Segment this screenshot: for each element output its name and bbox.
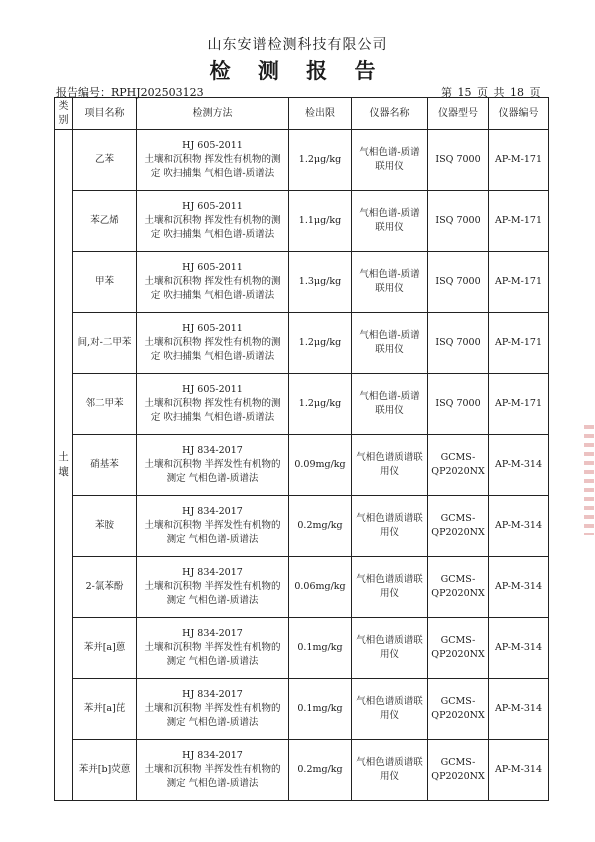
method-cell: [137, 618, 289, 679]
method-cell: [137, 313, 289, 374]
instrument-model-cell: GCMS-QP2020NX: [428, 435, 489, 496]
detection-limit-cell: 0.2mg/kg: [289, 496, 352, 557]
method-text: 土壤和沉积物 挥发性有机物的测定 吹扫捕集 气相色谱-质谱法: [144, 398, 281, 423]
item-name-cell: 甲苯: [73, 252, 137, 313]
instrument-number-cell: AP-M-314: [489, 557, 549, 618]
method-cell: [137, 435, 289, 496]
instrument-name-cell: 气相色谱质谱联用仪: [352, 496, 428, 557]
instrument-name-cell: 气相色谱-质谱联用仪: [352, 191, 428, 252]
page-info: 第 15 页 共 18 页: [441, 86, 541, 99]
method-cell: [137, 130, 289, 191]
table-row: [55, 191, 549, 252]
method-cell: [137, 252, 289, 313]
detection-limit-cell: 1.3μg/kg: [289, 252, 352, 313]
item-name-cell: 硝基苯: [73, 435, 137, 496]
instrument-number-cell: AP-M-171: [489, 191, 549, 252]
document-title: 检 测 报 告: [209, 58, 386, 83]
instrument-model-cell: GCMS-QP2020NX: [428, 496, 489, 557]
table-row: [55, 679, 549, 740]
instrument-name-cell: 气相色谱质谱联用仪: [352, 740, 428, 801]
detection-limit-cell: 0.06mg/kg: [289, 557, 352, 618]
method-code: HJ 605-2011: [182, 262, 243, 273]
col-header-method: 检测方法: [137, 98, 289, 130]
instrument-model-cell: GCMS-QP2020NX: [428, 557, 489, 618]
method-code: HJ 605-2011: [182, 384, 243, 395]
col-header-model: 仪器型号: [428, 98, 489, 130]
method-text: 土壤和沉积物 半挥发性有机物的测定 气相色谱-质谱法: [144, 581, 281, 606]
instrument-number-cell: AP-M-314: [489, 740, 549, 801]
method-cell: [137, 496, 289, 557]
method-text: 土壤和沉积物 半挥发性有机物的测定 气相色谱-质谱法: [144, 764, 281, 789]
instrument-number-cell: AP-M-171: [489, 374, 549, 435]
detection-limit-cell: 0.09mg/kg: [289, 435, 352, 496]
method-cell: [137, 557, 289, 618]
item-name-cell: 2-氯苯酚: [73, 557, 137, 618]
table-row: [55, 313, 549, 374]
method-cell: [137, 374, 289, 435]
col-header-number: 仪器编号: [489, 98, 549, 130]
instrument-number-cell: AP-M-171: [489, 313, 549, 374]
col-header-item: 项目名称: [73, 98, 137, 130]
detection-limit-cell: 1.2μg/kg: [289, 313, 352, 374]
instrument-name-cell: 气相色谱-质谱联用仪: [352, 130, 428, 191]
company-name: 山东安谱检测科技有限公司: [207, 37, 388, 53]
item-name-cell: 乙苯: [73, 130, 137, 191]
item-name-cell: 苯胺: [73, 496, 137, 557]
test-method-table: [54, 97, 549, 801]
method-code: HJ 834-2017: [182, 506, 243, 517]
report-number: 报告编号：RPHJ202503123: [56, 86, 204, 99]
method-text: 土壤和沉积物 半挥发性有机物的测定 气相色谱-质谱法: [144, 459, 281, 484]
method-text: 土壤和沉积物 挥发性有机物的测定 吹扫捕集 气相色谱-质谱法: [144, 276, 281, 301]
instrument-model-cell: ISQ 7000: [428, 374, 489, 435]
seam-stamp: [584, 425, 594, 535]
table-row: [55, 130, 549, 191]
method-text: 土壤和沉积物 挥发性有机物的测定 吹扫捕集 气相色谱-质谱法: [144, 215, 281, 240]
instrument-model-cell: GCMS-QP2020NX: [428, 740, 489, 801]
detection-limit-cell: 1.2μg/kg: [289, 374, 352, 435]
table-row: [55, 374, 549, 435]
method-text: 土壤和沉积物 挥发性有机物的测定 吹扫捕集 气相色谱-质谱法: [144, 154, 281, 179]
item-name-cell: 苯并[a]蒽: [73, 618, 137, 679]
method-text: 土壤和沉积物 半挥发性有机物的测定 气相色谱-质谱法: [144, 520, 281, 545]
instrument-model-cell: ISQ 7000: [428, 130, 489, 191]
table-row: [55, 740, 549, 801]
instrument-number-cell: AP-M-314: [489, 679, 549, 740]
method-code: HJ 605-2011: [182, 140, 243, 151]
detection-limit-cell: 0.1mg/kg: [289, 679, 352, 740]
instrument-name-cell: 气相色谱-质谱联用仪: [352, 313, 428, 374]
table-row: [55, 618, 549, 679]
instrument-name-cell: 气相色谱质谱联用仪: [352, 557, 428, 618]
col-header-limit: 检出限: [289, 98, 352, 130]
item-name-cell: 苯乙烯: [73, 191, 137, 252]
detection-limit-cell: 0.1mg/kg: [289, 618, 352, 679]
instrument-model-cell: GCMS-QP2020NX: [428, 618, 489, 679]
instrument-number-cell: AP-M-314: [489, 496, 549, 557]
item-name-cell: 苯并[a]芘: [73, 679, 137, 740]
instrument-number-cell: AP-M-314: [489, 435, 549, 496]
detection-limit-cell: 1.1μg/kg: [289, 191, 352, 252]
instrument-number-cell: AP-M-314: [489, 618, 549, 679]
instrument-name-cell: 气相色谱质谱联用仪: [352, 435, 428, 496]
item-name-cell: 苯并[b]荧蒽: [73, 740, 137, 801]
item-name-cell: 间,对-二甲苯: [73, 313, 137, 374]
instrument-number-cell: AP-M-171: [489, 130, 549, 191]
method-text: 土壤和沉积物 挥发性有机物的测定 吹扫捕集 气相色谱-质谱法: [144, 337, 281, 362]
instrument-model-cell: GCMS-QP2020NX: [428, 679, 489, 740]
detection-limit-cell: 1.2μg/kg: [289, 130, 352, 191]
instrument-model-cell: ISQ 7000: [428, 252, 489, 313]
table-row: [55, 496, 549, 557]
instrument-name-cell: 气相色谱-质谱联用仪: [352, 252, 428, 313]
instrument-model-cell: ISQ 7000: [428, 191, 489, 252]
instrument-name-cell: 气相色谱-质谱联用仪: [352, 374, 428, 435]
instrument-name-cell: 气相色谱质谱联用仪: [352, 618, 428, 679]
category-cell: 土壤: [55, 130, 73, 801]
method-text: 土壤和沉积物 半挥发性有机物的测定 气相色谱-质谱法: [144, 703, 281, 728]
instrument-number-cell: AP-M-171: [489, 252, 549, 313]
instrument-model-cell: ISQ 7000: [428, 313, 489, 374]
method-text: 土壤和沉积物 半挥发性有机物的测定 气相色谱-质谱法: [144, 642, 281, 667]
method-code: HJ 605-2011: [182, 323, 243, 334]
method-code: HJ 834-2017: [182, 628, 243, 639]
instrument-name-cell: 气相色谱质谱联用仪: [352, 679, 428, 740]
method-code: HJ 834-2017: [182, 445, 243, 456]
detection-limit-cell: 0.2mg/kg: [289, 740, 352, 801]
table-row: [55, 435, 549, 496]
method-cell: [137, 740, 289, 801]
col-header-instrument: 仪器名称: [352, 98, 428, 130]
method-code: HJ 834-2017: [182, 689, 243, 700]
table-row: [55, 557, 549, 618]
method-cell: [137, 191, 289, 252]
col-header-category: 类别: [55, 98, 73, 130]
item-name-cell: 邻二甲苯: [73, 374, 137, 435]
method-code: HJ 834-2017: [182, 567, 243, 578]
method-code: HJ 834-2017: [182, 750, 243, 761]
table-header-row: [55, 98, 549, 130]
table-row: [55, 252, 549, 313]
method-cell: [137, 679, 289, 740]
method-code: HJ 605-2011: [182, 201, 243, 212]
